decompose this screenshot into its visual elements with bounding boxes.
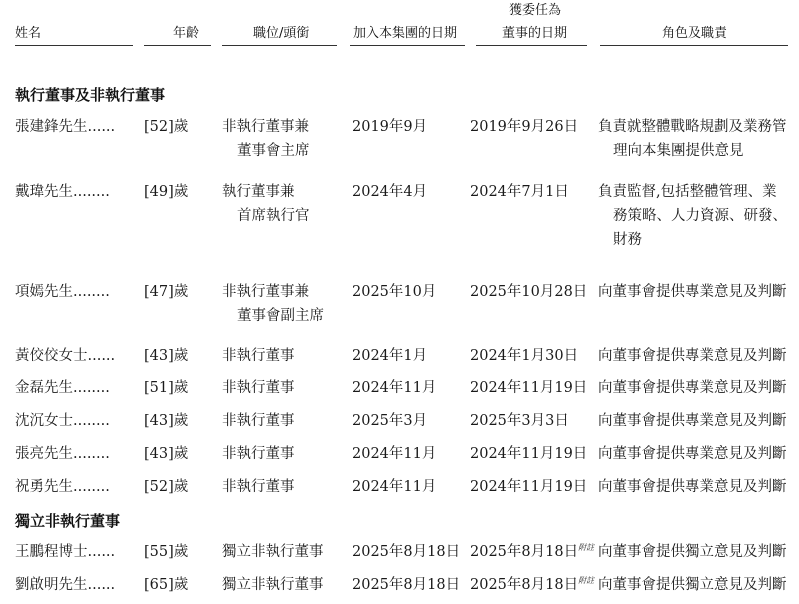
director-position xyxy=(222,409,332,433)
role-line: 向董事會提供專業意見及判斷 xyxy=(598,479,787,495)
header-underline-name xyxy=(15,45,133,46)
position-line: 獨立非執行董事 xyxy=(222,544,324,560)
role-line: 財務 xyxy=(613,232,642,248)
role-description xyxy=(598,475,788,499)
appointment-date xyxy=(470,540,596,564)
role-line: 務策略、人力資源、研發、 xyxy=(613,208,787,224)
director-age: [55]歲 xyxy=(144,544,189,560)
director-age: [43]歲 xyxy=(144,446,189,462)
role-line: 向董事會提供專業意見及判斷 xyxy=(598,284,787,300)
header-name: 姓名 xyxy=(15,26,42,41)
position-line: 非執行董事兼 xyxy=(222,284,309,300)
appointment-date: 2024年11月19日 xyxy=(470,446,588,462)
join-date: 2025年3月 xyxy=(352,413,428,429)
director-age: [65]歲 xyxy=(144,577,189,593)
director-name: 沈沉女士........ xyxy=(15,413,110,429)
director-name: 項嫣先生........ xyxy=(15,284,110,300)
join-date: 2024年11月 xyxy=(352,479,437,495)
director-position xyxy=(222,573,332,597)
appointment-date xyxy=(470,573,596,597)
position-line: 非執行董事兼 xyxy=(222,119,309,135)
join-date: 2024年11月 xyxy=(352,380,437,396)
header-age: 年齡 xyxy=(173,26,200,41)
position-line: 非執行董事 xyxy=(222,446,295,462)
director-position xyxy=(222,475,332,499)
appointment-date: 2024年1月30日 xyxy=(470,348,579,364)
position-line: 非執行董事 xyxy=(222,380,295,396)
section-title-independent: 獨立非執行董事 xyxy=(15,512,121,530)
section-title-exec: 執行董事及非執行董事 xyxy=(15,86,166,104)
appointment-date: 2024年7月1日 xyxy=(470,184,569,200)
role-line: 負責就整體戰略規劃及業務管 xyxy=(598,119,787,135)
director-name: 張建鋒先生...... xyxy=(15,119,116,135)
position-line: 非執行董事 xyxy=(222,413,295,429)
header-role: 角色及職責 xyxy=(662,26,728,41)
director-name: 祝勇先生........ xyxy=(15,479,110,495)
role-description xyxy=(598,540,788,564)
join-date: 2024年4月 xyxy=(352,184,428,200)
director-position xyxy=(222,540,332,564)
role-description xyxy=(598,180,788,252)
join-date: 2019年9月 xyxy=(352,119,428,135)
role-line: 理向本集團提供意見 xyxy=(613,143,744,159)
header-appoint-line2: 董事的日期 xyxy=(502,26,568,41)
director-age: [49]歲 xyxy=(144,184,189,200)
director-age: [51]歲 xyxy=(144,380,189,396)
role-line: 向董事會提供專業意見及判斷 xyxy=(598,380,787,396)
role-description xyxy=(598,442,788,466)
position-line: 非執行董事 xyxy=(222,479,295,495)
header-position: 職位/頭銜 xyxy=(253,26,310,41)
appointment-date: 2024年11月19日 xyxy=(470,479,588,495)
role-description xyxy=(598,280,788,304)
join-date: 2025年8月18日 xyxy=(352,544,461,560)
director-age: [43]歲 xyxy=(144,413,189,429)
director-age: [52]歲 xyxy=(144,479,189,495)
position-line: 首席執行官 xyxy=(237,208,310,224)
position-line: 董事會副主席 xyxy=(237,308,324,324)
director-position xyxy=(222,180,332,228)
position-line: 非執行董事 xyxy=(222,348,295,364)
role-description xyxy=(598,409,788,433)
role-line: 向董事會提供專業意見及判斷 xyxy=(598,348,787,364)
role-description xyxy=(598,573,788,597)
header-underline-position xyxy=(222,45,337,46)
director-age: [52]歲 xyxy=(144,119,189,135)
director-position xyxy=(222,115,332,163)
position-line: 執行董事兼 xyxy=(222,184,295,200)
role-description xyxy=(598,115,788,163)
footnote-marker: 附註 xyxy=(578,543,595,553)
director-name: 黃佼佼女士...... xyxy=(15,348,116,364)
role-line: 向董事會提供獨立意見及判斷 xyxy=(598,577,787,593)
role-description xyxy=(598,344,788,368)
header-underline-age xyxy=(144,45,211,46)
header-underline-appoint xyxy=(476,45,587,46)
role-line: 向董事會提供專業意見及判斷 xyxy=(598,446,787,462)
header-underline-join-date xyxy=(350,45,465,46)
director-name: 張亮先生........ xyxy=(15,446,110,462)
director-position xyxy=(222,442,332,466)
role-line: 負責監督,包括整體管理、業 xyxy=(598,184,777,200)
header-appoint-line1: 獲委任為 xyxy=(509,3,562,18)
director-position xyxy=(222,280,332,328)
appointment-date: 2025年3月3日 xyxy=(470,413,569,429)
appointment-date-value: 2025年8月18日 xyxy=(470,577,579,593)
appointment-date: 2024年11月19日 xyxy=(470,380,588,396)
join-date: 2025年8月18日 xyxy=(352,577,461,593)
director-age: [43]歲 xyxy=(144,348,189,364)
join-date: 2025年10月 xyxy=(352,284,437,300)
director-name: 劉啟明先生...... xyxy=(15,577,116,593)
director-age: [47]歲 xyxy=(144,284,189,300)
director-name: 金磊先生........ xyxy=(15,380,110,396)
director-position xyxy=(222,344,332,368)
role-description xyxy=(598,376,788,400)
role-line: 向董事會提供專業意見及判斷 xyxy=(598,413,787,429)
header-underline-role xyxy=(600,45,788,46)
footnote-marker: 附註 xyxy=(578,576,595,586)
director-name: 戴瑋先生........ xyxy=(15,184,110,200)
appointment-date: 2025年10月28日 xyxy=(470,284,588,300)
appointment-date-value: 2025年8月18日 xyxy=(470,544,579,560)
header-join-date: 加入本集團的日期 xyxy=(353,26,458,41)
join-date: 2024年11月 xyxy=(352,446,437,462)
appointment-date: 2019年9月26日 xyxy=(470,119,579,135)
position-line: 獨立非執行董事 xyxy=(222,577,324,593)
director-position xyxy=(222,376,332,400)
position-line: 董事會主席 xyxy=(237,143,310,159)
role-line: 向董事會提供獨立意見及判斷 xyxy=(598,544,787,560)
join-date: 2024年1月 xyxy=(352,348,428,364)
director-name: 王鵬程博士...... xyxy=(15,544,116,560)
